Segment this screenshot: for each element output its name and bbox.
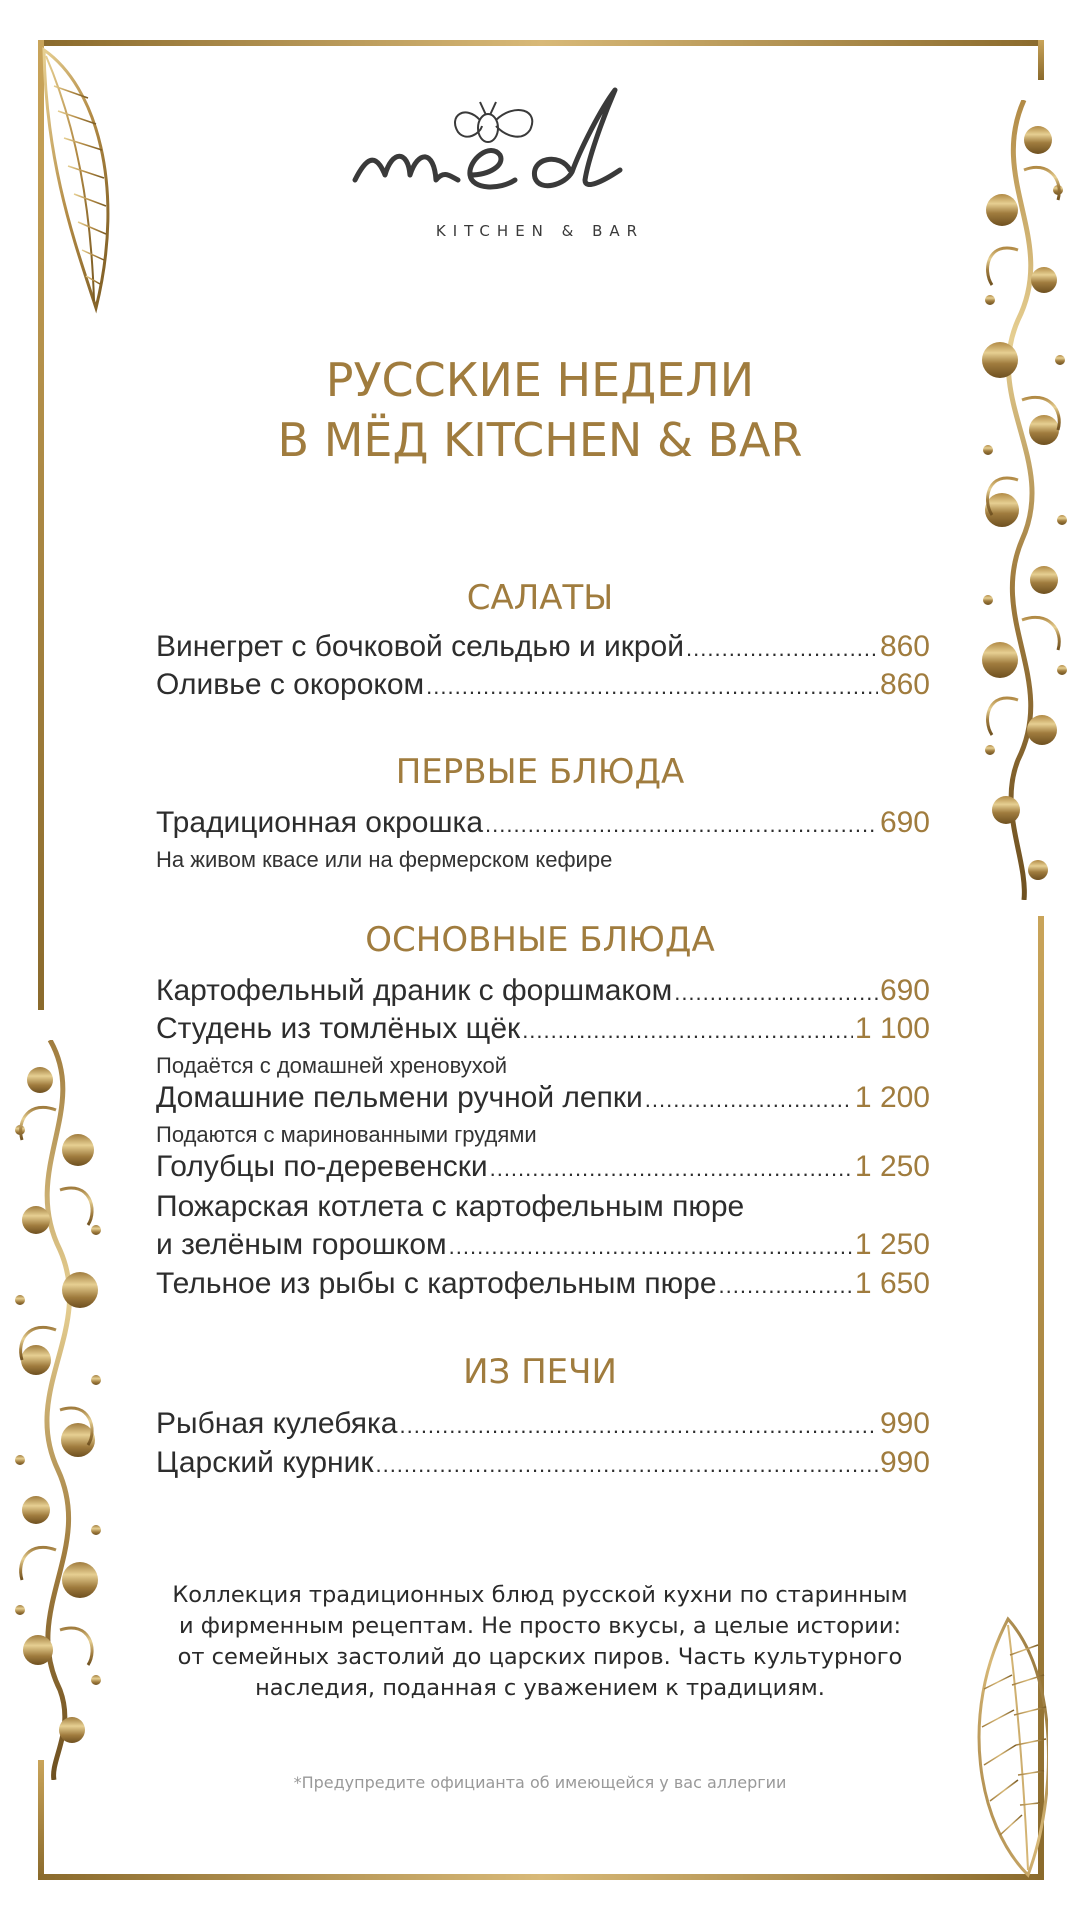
menu-item-name: Винегрет с бочковой сельдью и икрой (156, 630, 685, 663)
bee-logo-icon (340, 80, 740, 220)
menu-item-name-line1: Пожарская котлета с картофельным пюре (156, 1190, 745, 1223)
menu-item-price: 990 (879, 1446, 930, 1479)
logo-subtitle: KITCHEN & BAR (435, 222, 645, 240)
leader-dots (719, 1267, 853, 1301)
gold-floral-vine-right-icon (978, 100, 1070, 900)
leader-dots (645, 1081, 853, 1115)
menu-item-price: 860 (879, 630, 930, 663)
frame-bottom-line (38, 1874, 1044, 1880)
menu-item (156, 1407, 930, 1447)
menu-item-price: 860 (879, 668, 930, 701)
menu-item-name: Тельное из рыбы с картофельным пюре (156, 1267, 717, 1300)
menu-item-note: Подаётся с домашней хреновухой (156, 1053, 508, 1078)
description-line: и фирменным рецептам. Не просто вкусы, а целые истории: (178, 1613, 902, 1639)
gold-leaf-bottom-right-icon (968, 1615, 1048, 1880)
menu-item-name: Домашние пельмени ручной лепки (156, 1081, 643, 1114)
description-line: Коллекция традиционных блюд русской кухни по старинным (172, 1582, 908, 1608)
frame-right-line-top (1038, 40, 1044, 80)
menu-item-name: и зелёным горошком (156, 1228, 447, 1261)
leader-dots (485, 806, 878, 840)
menu-item-price: 690 (879, 974, 930, 1007)
description-line: от семейных застолий до царских пиров. Часть культурного (177, 1644, 903, 1670)
menu-item-price: 990 (879, 1407, 930, 1440)
menu-item-price: 1 200 (854, 1081, 930, 1114)
menu-item-price: 1 650 (854, 1267, 930, 1300)
section-title-oven: ИЗ ПЕЧИ (463, 1352, 617, 1392)
page-title-line1: РУССКИЕ НЕДЕЛИ (325, 353, 755, 407)
menu-item (156, 630, 930, 670)
leader-dots (522, 1012, 853, 1046)
leader-dots (686, 630, 878, 664)
section-title-first: ПЕРВЫЕ БЛЮДА (395, 752, 685, 792)
menu-item (156, 1150, 930, 1190)
frame-top-line (38, 40, 1044, 46)
description-line: наследия, поданная с уважением к традициям. (255, 1675, 825, 1701)
menu-item-price: 1 250 (854, 1150, 930, 1183)
page-title (160, 350, 920, 470)
section-title-main: ОСНОВНЫЕ БЛЮДА (365, 920, 715, 960)
menu-item (156, 1012, 930, 1052)
menu-item-name: Студень из томлёных щёк (156, 1012, 521, 1045)
menu-item-note: Подаются с маринованными грудями (156, 1122, 537, 1147)
allergy-footnote: *Предупредите официанта об имеющейся у вас аллергии (293, 1773, 787, 1792)
leader-dots (490, 1150, 853, 1184)
menu-item-name: Картофельный драник с форшмаком (156, 974, 673, 1007)
menu-item-price: 690 (879, 806, 930, 839)
logo (340, 80, 740, 250)
menu-item (156, 1267, 930, 1307)
menu-item (156, 668, 930, 708)
leader-dots (399, 1407, 877, 1441)
leader-dots (375, 1446, 877, 1480)
menu-item-price: 1 250 (854, 1228, 930, 1261)
menu-item-price: 1 100 (854, 1012, 930, 1045)
gold-floral-vine-left-icon (10, 1040, 105, 1780)
section-title-salads: САЛАТЫ (466, 578, 614, 618)
menu-item-name: Традиционная окрошка (156, 806, 484, 839)
menu-item-name: Голубцы по-деревенски (156, 1150, 488, 1183)
menu-item (156, 1081, 930, 1121)
menu-item (156, 806, 930, 846)
menu-item-note: На живом квасе или на фермерском кефире (156, 847, 613, 872)
leader-dots (449, 1228, 853, 1262)
leader-dots (426, 668, 878, 702)
leader-dots (674, 974, 878, 1008)
menu-item (156, 1228, 930, 1268)
menu-item-name: Рыбная кулебяка (156, 1407, 398, 1440)
menu-item (156, 1446, 930, 1486)
gold-leaf-top-left-icon (36, 46, 116, 316)
page-title-line2: В МЁД KITCHEN & BAR (277, 413, 803, 467)
menu-item-name: Царский курник (156, 1446, 374, 1479)
menu-item-name: Оливье с окороком (156, 668, 425, 701)
menu-item (156, 974, 930, 1014)
menu-description (150, 1580, 930, 1704)
